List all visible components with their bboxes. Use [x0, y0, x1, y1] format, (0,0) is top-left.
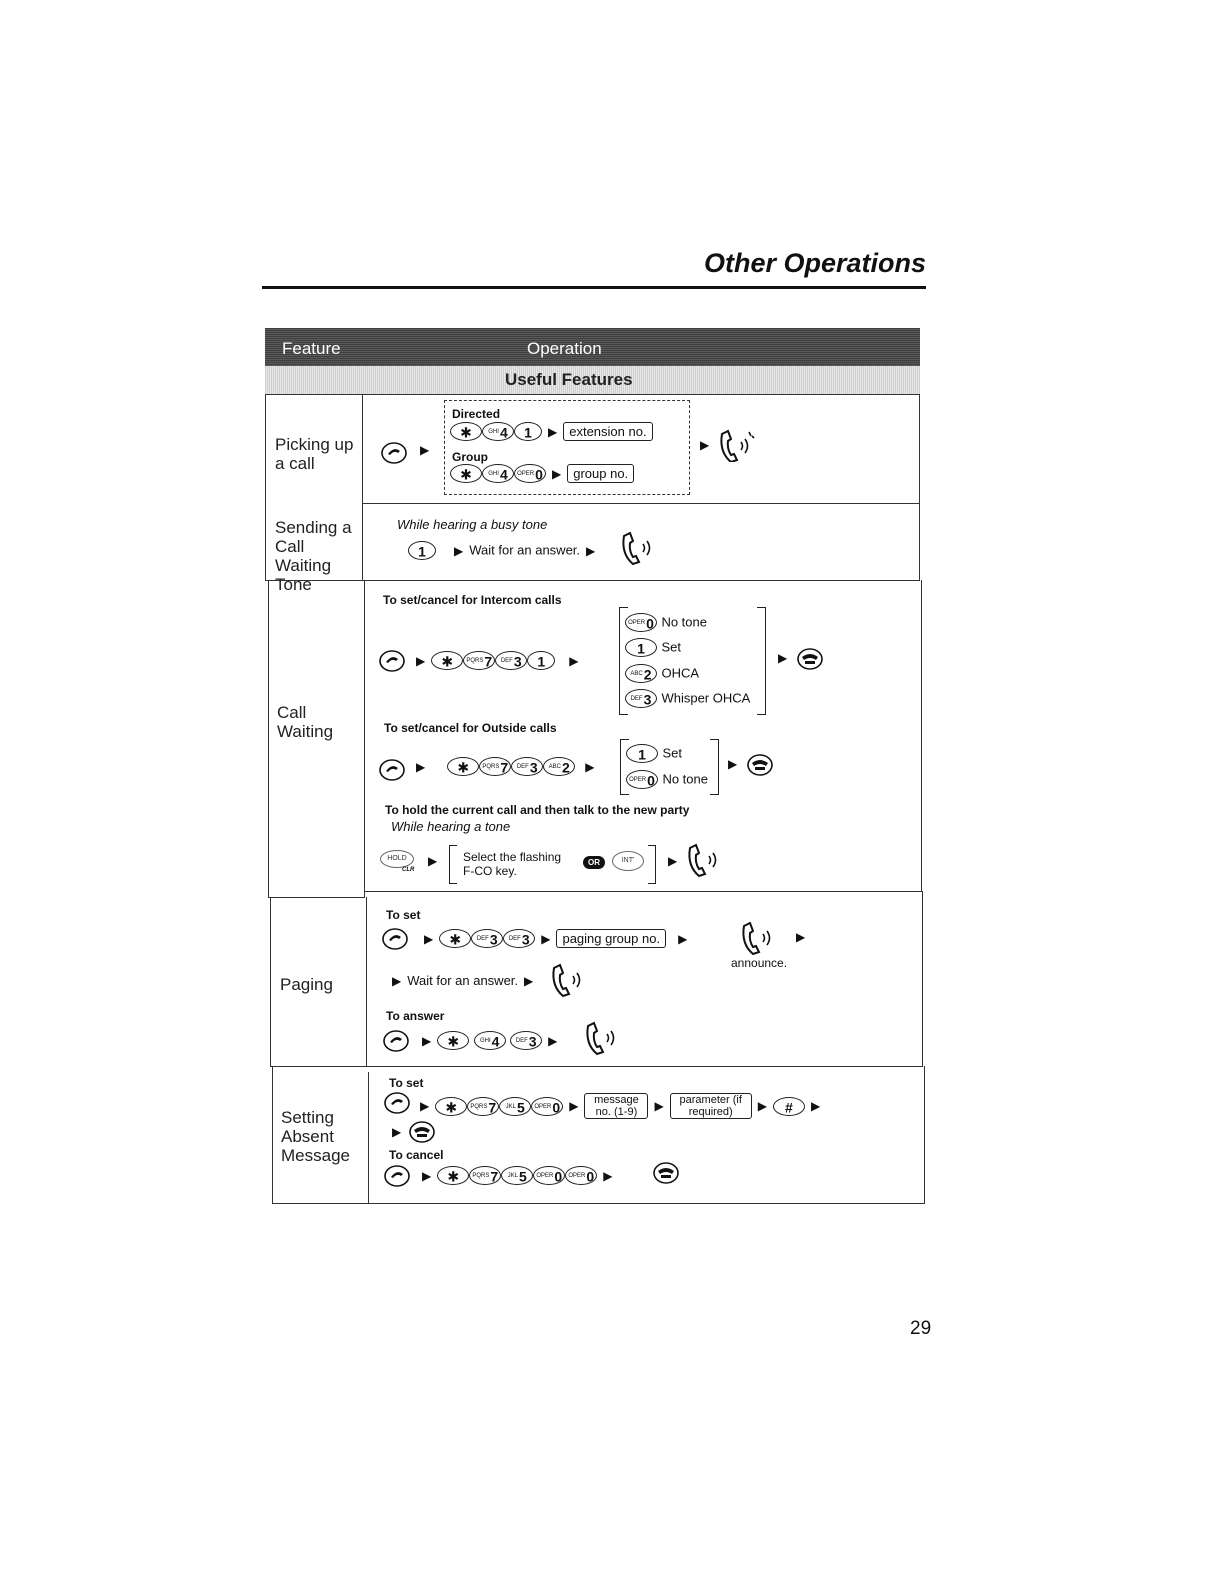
- key-2: ABC2: [543, 757, 575, 776]
- key-3: DEF3: [471, 929, 503, 948]
- paging-set-label: To set: [386, 908, 421, 922]
- section-title: Useful Features: [505, 370, 633, 389]
- title-rule: [262, 286, 926, 289]
- ringing-handset-icon: [716, 428, 756, 462]
- arrow-icon: ▶: [585, 759, 595, 774]
- key-3: DEF3: [495, 651, 527, 670]
- bracket-left: [449, 845, 457, 884]
- arrow-icon: ▶: [392, 973, 402, 988]
- feature-paging: Paging: [280, 975, 333, 994]
- table-column-divider: [364, 580, 365, 898]
- row-divider: [362, 503, 919, 504]
- absent-set-label: To set: [389, 1076, 424, 1090]
- table-left-border: [268, 580, 269, 898]
- table-right-border: [924, 1066, 925, 1204]
- arrow-icon: ▶: [422, 1033, 432, 1048]
- ringing-handset-icon: [618, 530, 658, 566]
- arrow-icon: ▶: [569, 653, 579, 668]
- option-set: 1 Set: [626, 744, 682, 763]
- arrow-icon: ▶: [678, 931, 688, 946]
- paging-answer-sequence: [416, 1031, 563, 1050]
- table-column-divider: [366, 897, 367, 1067]
- ringing-handset-icon: [582, 1020, 622, 1056]
- intercom-label: To set/cancel for Intercom calls: [383, 593, 562, 607]
- key-1: 1: [626, 744, 658, 763]
- key-4: GHI4: [482, 464, 514, 483]
- key-0: OPER0: [625, 613, 657, 632]
- key-star: ✱: [435, 1097, 467, 1116]
- ringing-handset-icon: [684, 842, 724, 878]
- feature-absent-message: Setting Absent Message: [281, 1108, 350, 1165]
- arrow-icon: ▶: [552, 466, 562, 481]
- arrow-icon: ▶: [420, 443, 430, 457]
- arrow-icon: ▶: [416, 759, 426, 774]
- handset-off-hook-icon: [381, 926, 411, 952]
- key-1: 1: [527, 651, 555, 670]
- arrow-icon: ▶: [420, 1099, 430, 1113]
- outside-sequence: [410, 757, 600, 776]
- feature-call-waiting: Call Waiting: [277, 703, 334, 741]
- header-operation: Operation: [527, 339, 602, 358]
- clr-label: CLR: [402, 867, 415, 873]
- directed-sequence: [450, 422, 653, 441]
- outside-label: To set/cancel for Outside calls: [384, 721, 557, 735]
- intercom-sequence: [410, 651, 584, 670]
- table-column-divider: [368, 1072, 369, 1204]
- key-3: DEF3: [510, 1031, 542, 1050]
- hold-key: HOLD: [380, 850, 414, 868]
- row-divider: [364, 891, 922, 892]
- arrow-icon: ▶: [654, 1099, 664, 1113]
- key-7: PQRS7: [463, 651, 495, 670]
- table-right-border: [922, 891, 923, 1067]
- paging-wait-sequence: [386, 972, 539, 990]
- wait-answer-text: Wait for an answer.: [407, 973, 519, 988]
- arrow-icon: ▶: [757, 1099, 767, 1113]
- paging-set-sequence: [418, 929, 693, 948]
- ringing-handset-icon: [738, 920, 778, 956]
- table-right-border: [919, 394, 920, 580]
- option-ohca: ABC2 OHCA: [625, 664, 699, 683]
- arrow-icon: ▶: [392, 1125, 402, 1139]
- key-star: ✱: [450, 422, 482, 441]
- row-divider: [268, 897, 364, 898]
- arrow-icon: ▶: [524, 973, 534, 988]
- arrow-icon: ▶: [796, 930, 806, 944]
- select-flashing-text: Select the flashing F-CO key.: [463, 850, 562, 878]
- arrow-icon: ▶: [424, 931, 434, 946]
- section-header: [265, 366, 920, 395]
- arrow-icon: ▶: [541, 931, 551, 946]
- key-2: ABC2: [625, 664, 657, 683]
- on-hook-handset-icon: [746, 752, 776, 778]
- key-0: OPER0: [533, 1166, 565, 1185]
- bracket-right: [710, 739, 719, 795]
- key-1: 1: [625, 638, 657, 657]
- key-3: DEF3: [625, 689, 657, 708]
- key-1: 1: [514, 422, 542, 441]
- key-5: JKL5: [499, 1097, 531, 1116]
- key-star: ✱: [437, 1166, 469, 1185]
- handset-off-hook-icon: [382, 1028, 412, 1054]
- arrow-icon: ▶: [700, 438, 710, 452]
- table-header: [265, 328, 920, 366]
- key-7: PQRS7: [467, 1097, 499, 1116]
- key-0: OPER0: [531, 1097, 563, 1116]
- group-number-box: group no.: [567, 464, 634, 483]
- arrow-icon: ▶: [428, 854, 438, 868]
- key-3: DEF3: [503, 929, 535, 948]
- arrow-icon: ▶: [810, 1099, 821, 1113]
- sending-cw-sequence: [408, 541, 601, 560]
- option-no-tone: OPER0 No tone: [626, 770, 708, 789]
- ringing-handset-icon: [548, 962, 588, 998]
- arrow-icon: ▶: [569, 1099, 579, 1113]
- hold-note: While hearing a tone: [391, 819, 511, 834]
- key-4: GHI4: [482, 422, 514, 441]
- handset-off-hook-icon: [383, 1163, 413, 1189]
- table-bottom-border: [272, 1203, 925, 1204]
- feature-sending-cw: Sending a Call Waiting Tone: [275, 518, 352, 594]
- bracket-right: [648, 845, 656, 884]
- key-0: OPER0: [514, 464, 546, 483]
- on-hook-handset-icon: [408, 1119, 438, 1145]
- key-3: DEF3: [511, 757, 543, 776]
- absent-set-sequence: [414, 1093, 826, 1119]
- arrow-icon: ▶: [586, 543, 596, 558]
- arrow-icon: ▶: [778, 651, 788, 665]
- page-title: Other Operations: [703, 248, 926, 278]
- key-star: ✱: [439, 929, 471, 948]
- label-directed: Directed: [452, 407, 501, 421]
- handset-off-hook-icon: [378, 648, 408, 674]
- key-7: PQRS7: [479, 757, 511, 776]
- header-feature: Feature: [282, 339, 341, 358]
- paging-answer-label: To answer: [386, 1009, 445, 1023]
- handset-off-hook-icon: [378, 757, 408, 783]
- busy-tone-note: While hearing a busy tone: [397, 517, 548, 532]
- key-star: ✱: [437, 1031, 469, 1050]
- absent-cancel-label: To cancel: [389, 1148, 444, 1162]
- arrow-icon: ▶: [422, 1168, 432, 1183]
- option-whisper-ohca: DEF3 Whisper OHCA: [625, 689, 750, 708]
- key-4: GHI4: [474, 1031, 506, 1050]
- key-7: PQRS7: [469, 1166, 501, 1185]
- table-left-border: [265, 394, 266, 580]
- arrow-icon: ▶: [548, 424, 558, 439]
- option-set: 1 Set: [625, 638, 681, 657]
- key-0: OPER0: [565, 1166, 597, 1185]
- on-hook-handset-icon: [796, 646, 826, 672]
- key-hash: #: [773, 1097, 805, 1116]
- or-badge: OR: [583, 856, 605, 869]
- key-1: 1: [408, 541, 436, 560]
- arrow-icon: ▶: [728, 757, 738, 771]
- wait-answer-text: Wait for an answer.: [469, 542, 581, 558]
- row-divider: [270, 1066, 923, 1067]
- arrow-icon: ▶: [548, 1033, 558, 1048]
- page-number: 29: [910, 1318, 932, 1339]
- bracket-right: [757, 607, 766, 715]
- key-0: OPER0: [626, 770, 658, 789]
- key-star: ✱: [431, 651, 463, 670]
- on-hook-handset-icon: [652, 1160, 682, 1186]
- arrow-icon: ▶: [454, 543, 464, 558]
- absent-cancel-sequence: [416, 1166, 618, 1185]
- extension-number-box: extension no.: [563, 422, 652, 441]
- table-right-border: [921, 580, 922, 892]
- announce-text: announce.: [731, 956, 788, 970]
- key-star: ✱: [450, 464, 482, 483]
- message-number-box: message no. (1-9): [584, 1093, 648, 1119]
- feature-picking-up: Picking up a call: [275, 435, 354, 473]
- handset-off-hook-icon: [383, 1090, 413, 1116]
- int-key: INT': [612, 851, 644, 871]
- paging-group-number-box: paging group no.: [556, 929, 666, 948]
- table-left-border: [272, 1066, 273, 1204]
- table-left-border: [270, 897, 271, 1067]
- arrow-icon: ▶: [603, 1168, 613, 1183]
- key-5: JKL5: [501, 1166, 533, 1185]
- option-no-tone: OPER0 No tone: [625, 613, 707, 632]
- key-star: ✱: [447, 757, 479, 776]
- label-group: Group: [452, 450, 488, 464]
- parameter-box: parameter (if required): [670, 1093, 752, 1119]
- handset-off-hook-icon: [380, 440, 410, 466]
- group-sequence: [450, 464, 634, 483]
- arrow-icon: ▶: [416, 653, 426, 668]
- hold-label: To hold the current call and then talk to the new party: [385, 803, 690, 817]
- arrow-icon: ▶: [668, 854, 678, 868]
